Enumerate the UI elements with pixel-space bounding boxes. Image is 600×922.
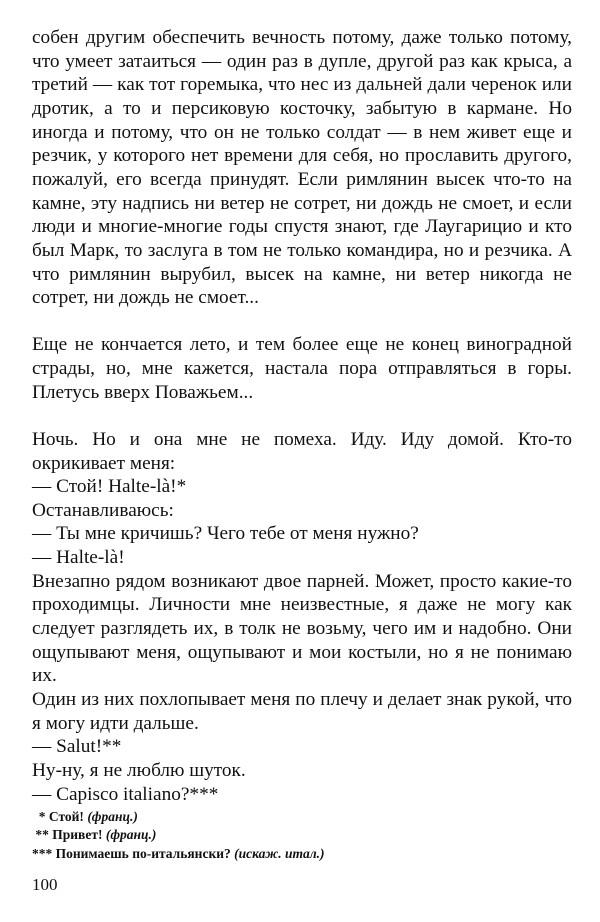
dialogue-line: — Salut!** [32,736,122,758]
footnote-text: Стой! [48,809,84,824]
footnote-source: (искаж. итал.) [234,845,325,861]
footnote-text: Привет! [52,827,103,843]
page-body [32,26,572,806]
paragraph-5: Один из них похлопывает меня по плечу и делает знак рукой, что я могу идти дальше. [32,689,572,734]
dialogue-line: — Ты мне кричишь? Чего тебе от меня нужно? [32,523,419,545]
footnote-text: Понимаешь по-итальянски? [55,845,231,861]
dialogue-line: Останавливаюсь: [32,499,174,521]
dialogue-line: Ну-ну, я не люблю шуток. [32,760,246,782]
paragraph-3: Ночь. Но и она мне не помеха. Иду. Иду домой. Кто-то окрикивает меня: [32,428,572,474]
footnote-mark: ** [32,827,49,843]
footnote-mark: * [32,809,46,824]
dialogue-line: — Halte-là! [32,547,125,569]
footnote-mark: *** [32,845,53,861]
footnote-source: (франц.) [87,809,138,824]
paragraph-1: собен другим обеспечить вечность потому, даже только потому, что умеет затаиться — один раз в дупле, другой раз как крыса, а третий — как тот горемыка, что нес из дальней дали черенок или дротик, а то и персиковую косточку, забытую в кармане. Но иногда и потому, что он не только солдат — в нем живет еще и резчик, у которого нет времени для себя, но прославить другого, пожалуй, его всегда принудят. Если римлянин высек что-то на камне, эту надпись ни ветер не сотрет, ни дождь не смоет, и если люди и многие-многие годы спустя знают, где Лаугарицио и кто был Марк, то заслуга в том не только командира, но и резчика. А что римлянин вырубил, высек на камне, ни ветер никогда не сотрет, ни дождь не смоет... [32,27,572,309]
page-number: 100 [32,875,58,894]
paragraph-2: Еще не кончается лето, и тем более еще не конец виноградной страды, но, мне кажется, настала пора отправляться в горы. Плетусь вверх Поважьем... [32,334,572,403]
paragraph-4: Внезапно рядом возникают двое парней. Может, просто какие-то проходимцы. Личности мне неизвестные, я даже не могу как следует разглядеть их, в толк не возьму, чего им и надобно. Они ощупывают меня, ощупывают и мои костыли, но я не понимаю их. [32,570,572,687]
footnote [32,808,572,826]
dialogue-line: — Стой! Halte-là!* [32,476,187,498]
footnote-source: (франц.) [105,827,157,843]
footnote [32,845,572,863]
dialogue-line: — Capisco italiano?*** [32,783,219,805]
footnotes [32,808,572,863]
footnote [32,826,572,844]
